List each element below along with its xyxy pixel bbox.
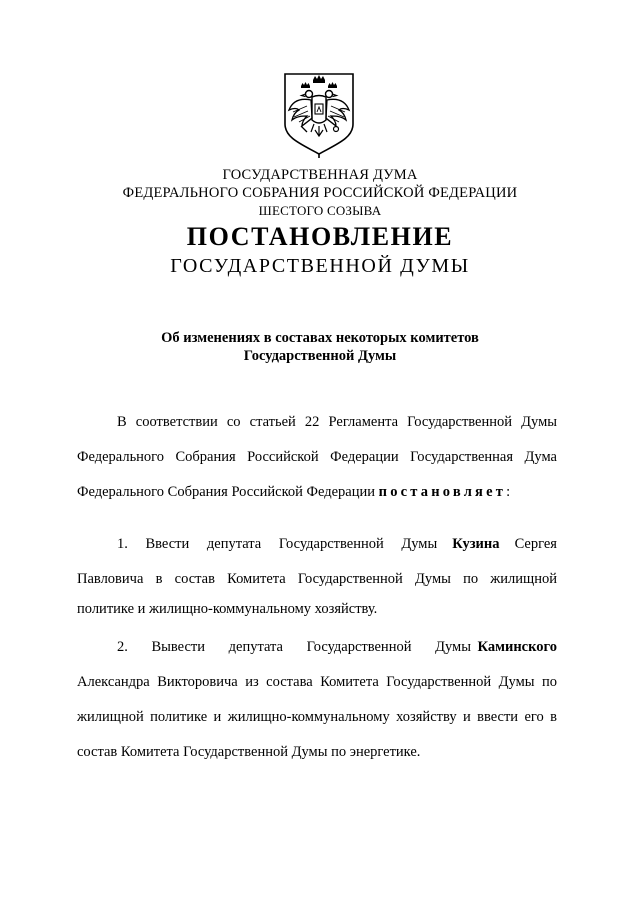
decree-colon: : bbox=[506, 484, 511, 500]
header-line-2: ФЕДЕРАЛЬНОГО СОБРАНИЯ РОССИЙСКОЙ ФЕДЕРАЦИИ bbox=[122, 185, 518, 201]
preamble-line-3 bbox=[77, 483, 557, 501]
item-2-line-3: жилищной политике и жилищно-коммунальному хозяйству и ввести его в bbox=[77, 709, 557, 725]
item-1-line-1 bbox=[117, 535, 557, 553]
item-2-line-2: Александра Викторовича из состава Комитета Государственной Думы по bbox=[77, 674, 557, 690]
item-1-line-3: политике и жилищно-коммунальному хозяйству. bbox=[77, 601, 378, 617]
header-line-3: ШЕСТОГО СОЗЫВА bbox=[258, 203, 382, 218]
header-line-1: ГОСУДАРСТВЕННАЯ ДУМА bbox=[222, 167, 418, 183]
item-1-text-b: Сергея bbox=[514, 536, 557, 552]
item-2-line-1 bbox=[117, 638, 557, 656]
item-2-deputy-surname: Каминского bbox=[477, 639, 557, 655]
decree-word: постановляет bbox=[378, 484, 507, 500]
item-2-line-4: состав Комитета Государственной Думы по энергетике. bbox=[77, 744, 421, 760]
preamble-line-3-text: Федерального Собрания Российской Федерации bbox=[77, 484, 376, 500]
document-title: ПОСТАНОВЛЕНИЕ bbox=[186, 222, 454, 251]
subject-line-2: Государственной Думы bbox=[243, 348, 397, 364]
preamble-line-2: Федерального Собрания Российской Федерации Государственная Дума bbox=[77, 449, 557, 465]
item-1-text-a: 1. Ввести депутата Государственной Думы bbox=[117, 536, 438, 552]
item-1-deputy-surname: Кузина bbox=[452, 536, 500, 552]
subject-line-1: Об изменениях в составах некоторых комитетов bbox=[161, 330, 479, 346]
item-2-text-a: 2. Вывести депутата Государственной Думы bbox=[117, 639, 471, 655]
coat-of-arms-emblem bbox=[279, 70, 359, 158]
preamble-line-1: В соответствии со статьей 22 Регламента Государственной Думы bbox=[117, 414, 557, 430]
document-subtitle: ГОСУДАРСТВЕННОЙ ДУМЫ bbox=[170, 255, 470, 277]
item-1-line-2: Павловича в состав Комитета Государственной Думы по жилищной bbox=[77, 571, 557, 587]
